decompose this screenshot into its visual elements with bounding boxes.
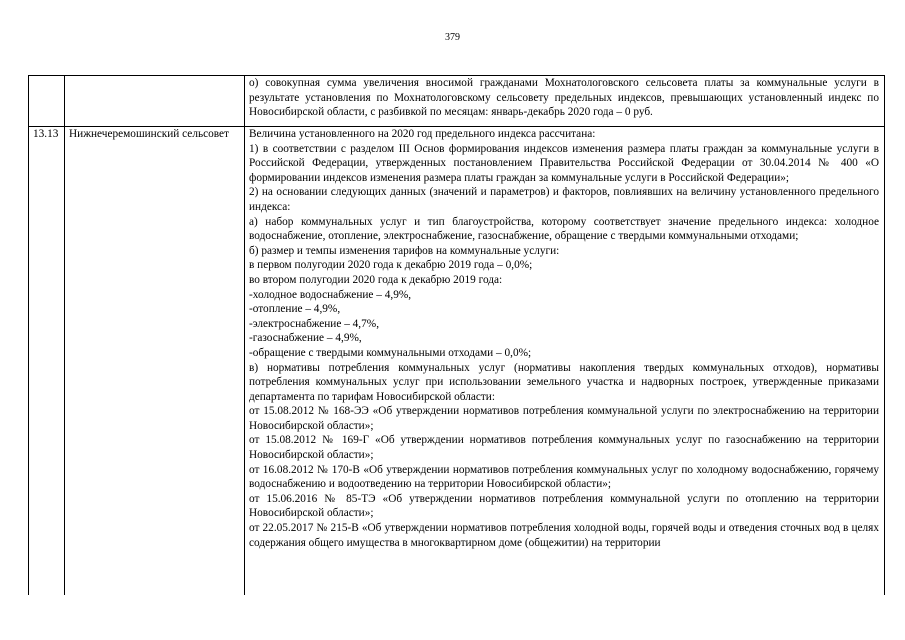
- table-row: [29, 127, 885, 596]
- paragraph: -электроснабжение – 4,7%,: [249, 317, 380, 330]
- paragraph: от 22.05.2017 № 215-В «Об утверждении нормативов потребления холодной воды, горячей воды и отведения сточных вод в целях содержания общего имущества в многоквартирном доме (общежитии) на территории: [249, 522, 879, 549]
- table-row: [29, 76, 885, 127]
- paragraph: -холодное водоснабжение – 4,9%,: [249, 288, 412, 301]
- paragraph: а) набор коммунальных услуг и тип благоустройства, которому соответствует значение предельного индекса: холодное водоснабжение, отопление, электроснабжение, газоснабжение, обращение с твердыми коммунальными отходами;: [249, 215, 879, 243]
- paragraph: от 15.08.2012 № 168-ЭЭ «Об утверждении нормативов потребления коммунальной услуги по электроснабжению на территории Новосибирской области»;: [249, 405, 879, 432]
- paragraph: 2) на основании следующих данных (значений и параметров) и факторов, повлиявших на величину установленного предельного индекса:: [249, 186, 879, 213]
- paragraph: в) нормативы потребления коммунальных услуг (нормативы накопления твердых коммунальных отходов), нормативы потребления коммунальных услуг при использовании земельного участка и надворных построек, утвержденные приказами департамента по тарифам Новосибирской области:: [249, 361, 879, 403]
- row-description-cell: о) совокупная сумма увеличения вносимой гражданами Мохнатологовского сельсовета платы за коммунальные услуги в результате установления по Мохнатологовскому сельсовету предельных индексов, превышающих установленный индекс по Новосибирской области, с разбивкой по месяцам: январь-декабрь 2020 года – 0 руб.: [245, 76, 885, 127]
- paragraph: Величина установленного на 2020 год предельного индекса рассчитана:: [249, 128, 596, 140]
- paragraph: от 16.08.2012 № 170-В «Об утверждении нормативов потребления коммунальных услуг по холодному водоснабжению, горячему водоснабжению и водоотведению на территории Новосибирской области»;: [249, 463, 879, 491]
- paragraph-list: [249, 127, 879, 595]
- paragraph: б) размер и темпы изменения тарифов на коммунальные услуги:: [249, 244, 560, 257]
- paragraph: 1) в соответствии с разделом III Основ формирования индексов изменения размера платы граждан за коммунальные услуги в Российской Федерации, утвержденных постановлением Правительства Российской Федерации от 30.04.2014 № 400 «О формировании индексов изменения размера платы граждан за коммунальные услуги в Российской Федерации»;: [249, 142, 879, 184]
- paragraph: во втором полугодии 2020 года к декабрю 2019 года:: [249, 273, 503, 286]
- row-number-cell: 13.13: [29, 127, 65, 596]
- paragraph: -обращение с твердыми коммунальными отходами – 0,0%;: [249, 346, 532, 359]
- page-number: 379: [445, 32, 460, 43]
- municipality-cell: Нижнечеремошинский сельсовет: [65, 127, 245, 596]
- municipality-cell: [65, 76, 245, 127]
- row-number-cell: [29, 76, 65, 127]
- paragraph: -отопление – 4,9%,: [249, 303, 341, 316]
- row-description-cell: [245, 127, 885, 596]
- data-table: [28, 75, 885, 595]
- paragraph: от 15.06.2016 № 85-ТЭ «Об утверждении нормативов потребления коммунальной услуги по отоплению на территории Новосибирской области»;: [249, 492, 879, 520]
- paragraph: от 15.08.2012 № 169-Г «Об утверждении нормативов потребления коммунальных услуг по газоснабжению на территории Новосибирской области»;: [249, 434, 879, 462]
- paragraph: -газоснабжение – 4,9%,: [249, 332, 362, 345]
- paragraph: в первом полугодии 2020 года к декабрю 2019 года – 0,0%;: [249, 259, 533, 272]
